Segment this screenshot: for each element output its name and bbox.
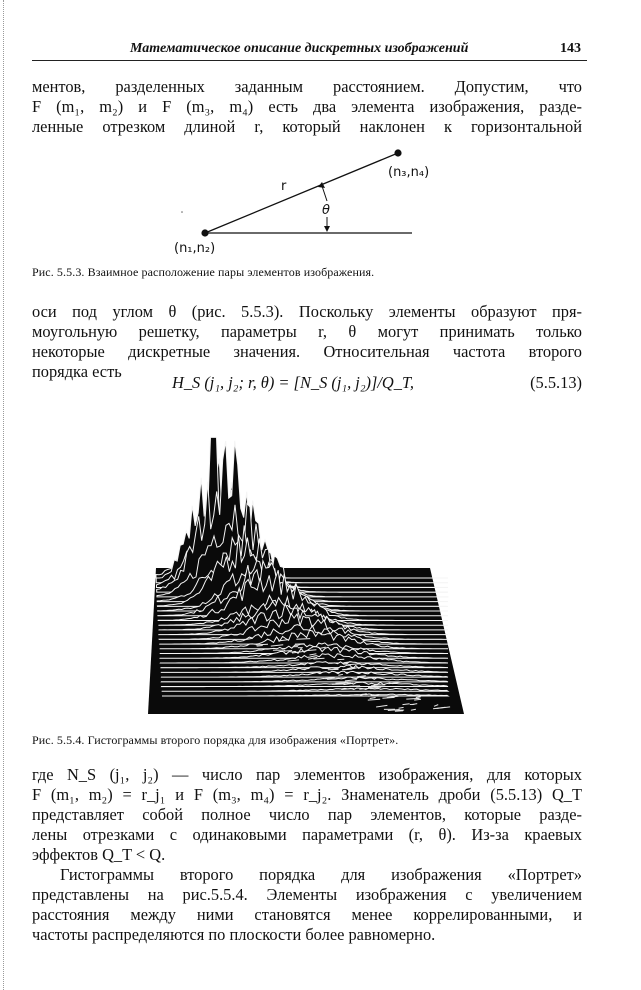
histogram-streak: [416, 697, 421, 698]
label-point-b: (n₃,n₄): [388, 165, 430, 180]
histogram-streak: [352, 668, 361, 669]
histogram-streak: [284, 651, 292, 652]
text-line: лены отрезками с одинаковыми параметрами (r, θ). Из-за краевых: [32, 825, 582, 844]
figure-1-caption: Рис. 5.5.3. Взаимное расположение пары элементов изображения.: [32, 265, 375, 279]
text-line: расстояния между ними становятся менее коррелированными, и: [32, 905, 582, 924]
text-line: представляет собой полное число пар элементов, которые разде-: [32, 805, 582, 824]
histogram-streak: [325, 678, 334, 679]
text-line: частоты распределяются по плоскости более равномерно.: [32, 925, 436, 944]
header-title: Математическое описание дискретных изображений: [130, 41, 469, 56]
point-b: [394, 149, 401, 156]
histogram-streak: [257, 646, 263, 647]
text-line: эффектов Q_T < Q.: [32, 845, 166, 864]
figure-histogram-3d: [148, 408, 468, 720]
text-line: оси под углом θ (рис. 5.5.3). Поскольку элементы образуют пря-: [32, 302, 582, 321]
speck: [181, 211, 183, 213]
page-number: 143: [560, 41, 581, 56]
label-theta: θ: [322, 203, 330, 218]
histogram-streak: [300, 663, 308, 664]
text-line: F (m₁, m₂) = r_j₁ и F (m₃, m₄) = r_j₂. Знаменатель дроби (5.5.13) Q_T: [32, 785, 582, 804]
paragraph-1: [32, 77, 582, 137]
paragraph-4: [32, 865, 582, 945]
arrowhead-lower: [324, 226, 330, 232]
running-header: [32, 36, 587, 61]
text-line: порядка есть: [32, 362, 122, 381]
figure-2-caption: Рис. 5.5.4. Гистограммы второго порядка для изображения «Портрет».: [32, 733, 399, 747]
histogram-streak: [256, 644, 268, 645]
text-line: где N_S (j₁, j₂) — число пар элементов изображения, для которых: [32, 765, 582, 784]
text-line: некоторые дискретные значения. Относительная частота второго: [32, 342, 582, 361]
equation: H_S (j₁, j₂; r, θ) = [N_S (j₁, j₂)]/Q_T,: [172, 373, 414, 392]
label-r: r: [281, 179, 287, 194]
text-line: Гистограммы второго порядка для изображения «Портрет»: [60, 865, 582, 884]
figure-element-pair-diagram: [150, 140, 470, 260]
angle-arrow-upper: [322, 186, 327, 201]
histogram-streak: [296, 639, 310, 640]
equation-number: (5.5.13): [530, 373, 582, 392]
label-point-a: (n₁,n₂): [174, 241, 216, 256]
histogram-streak: [335, 683, 348, 684]
histogram-streak: [344, 669, 352, 670]
arrowhead-upper: [318, 182, 325, 188]
paragraph-2: [32, 302, 582, 382]
histogram-streak: [406, 698, 419, 699]
segment-r: [205, 153, 398, 233]
paragraph-3: [32, 765, 582, 865]
text-line: моугольную решетку, параметры r, θ могут принимать только: [32, 322, 582, 341]
text-line: ментов, разделенных заданным расстоянием. Допустим, что: [32, 77, 582, 96]
page-edge: [3, 0, 4, 990]
text-line: представлены на рис.5.5.4. Элементы изображения с увеличением: [32, 885, 582, 904]
point-a: [201, 229, 208, 236]
text-line: ленные отрезком длиной r, который наклонен к горизонтальной: [32, 117, 582, 136]
text-line: F (m₁, m₂) и F (m₃, m₄) есть два элемента изображения, разде-: [32, 97, 582, 116]
